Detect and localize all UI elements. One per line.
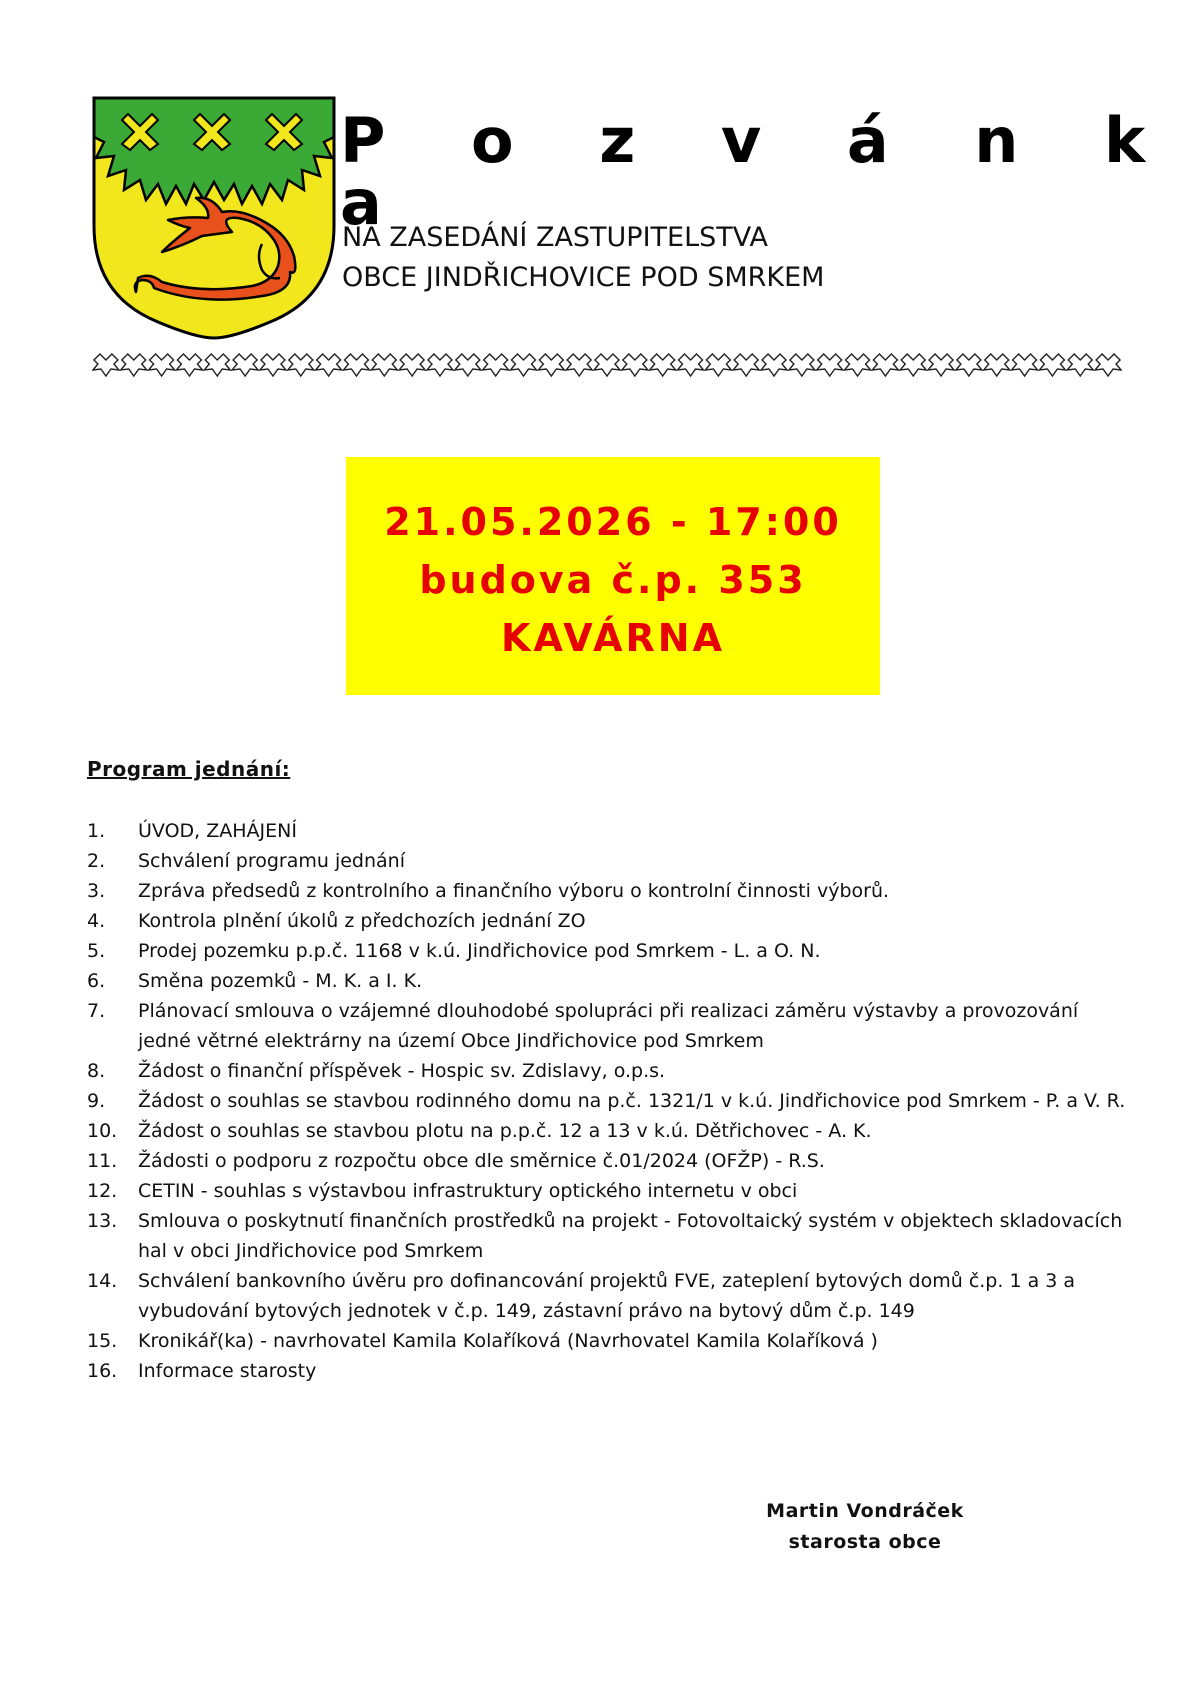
border-ornament-icon — [984, 354, 1010, 376]
list-item-number: 15. — [87, 1330, 118, 1352]
border-ornament-icon — [455, 354, 481, 376]
list-item-text: Prodej pozemku p.p.č. 1168 v k.ú. Jindřichovice pod Smrkem - L. a O. N. — [138, 940, 821, 962]
border-ornament-icon — [232, 354, 258, 376]
list-item — [87, 1266, 1127, 1326]
list-item-number: 4. — [87, 910, 106, 932]
list-item-text: Smlouva o poskytnutí finančních prostředků na projekt - Fotovoltaický systém v objektech skladovacích hal v obci Jindřichovice pod Smrkem — [138, 1210, 1123, 1262]
list-item-number: 2. — [87, 850, 106, 872]
list-item-number: 1. — [87, 820, 106, 842]
list-item — [87, 1176, 1127, 1206]
list-item-number: 16. — [87, 1360, 118, 1382]
list-item-number: 12. — [87, 1180, 118, 1202]
event-venue: KAVÁRNA — [501, 616, 725, 660]
list-item-number: 7. — [87, 1000, 106, 1022]
list-item-text: Směna pozemků - M. K. a I. K. — [138, 970, 423, 992]
list-item-text: Kronikář(ka) - navrhovatel Kamila Kolaříková (Navrhovatel Kamila Kolaříková ) — [138, 1330, 878, 1352]
subtitle-line-2: OBCE JINDŘICHOVICE POD SMRKEM — [342, 262, 825, 293]
list-item — [87, 936, 1127, 966]
list-item — [87, 906, 1127, 936]
list-item — [87, 966, 1127, 996]
border-ornament-icon — [316, 354, 342, 376]
list-item-number: 9. — [87, 1090, 106, 1112]
border-ornament-icon — [538, 354, 564, 376]
list-item-text: Plánovací smlouva o vzájemné dlouhodobé spolupráci při realizaci záměru výstavby a provozování jedné větrné elektrárny na území Obce Jindřichovice pod Smrkem — [138, 1000, 1079, 1052]
program-heading: Program jednání: — [87, 757, 291, 781]
list-item-text: Žádost o finanční příspěvek - Hospic sv. Zdislavy, o.p.s. — [138, 1060, 666, 1082]
signature-block — [700, 1496, 1030, 1558]
list-item-text: Zpráva předsedů z kontrolního a finančního výboru o kontrolní činnosti výborů. — [138, 880, 890, 902]
list-item-number: 11. — [87, 1150, 118, 1172]
border-ornament-icon — [733, 354, 759, 376]
list-item-number: 3. — [87, 880, 106, 902]
subtitle — [342, 218, 824, 298]
border-ornament-icon — [872, 354, 898, 376]
border-ornament-icon — [650, 354, 676, 376]
border-ornament-icon — [483, 354, 509, 376]
border-ornament-icon — [204, 354, 230, 376]
list-item-number: 14. — [87, 1270, 118, 1292]
subtitle-line-1: NA ZASEDÁNÍ ZASTUPITELSTVA — [342, 222, 768, 253]
border-ornament-icon — [900, 354, 926, 376]
border-ornament-icon — [789, 354, 815, 376]
border-ornament-icon — [845, 354, 871, 376]
border-ornament-icon — [343, 354, 369, 376]
border-ornament-icon — [149, 354, 175, 376]
border-ornament-icon — [371, 354, 397, 376]
list-item-text: Kontrola plnění úkolů z předchozích jednání ZO — [138, 910, 586, 932]
agenda-list — [87, 816, 1127, 1386]
border-ornament-icon — [510, 354, 536, 376]
border-ornament-icon — [176, 354, 202, 376]
list-item-text: CETIN - souhlas s výstavbou infrastruktury optického internetu v obci — [138, 1180, 798, 1202]
list-item-number: 6. — [87, 970, 106, 992]
signature-name: Martin Vondráček — [766, 1500, 964, 1522]
list-item — [87, 876, 1127, 906]
event-building: budova č.p. 353 — [419, 558, 807, 602]
border-ornament-icon — [1067, 354, 1093, 376]
list-item-number: 10. — [87, 1120, 118, 1142]
border-ornament-icon — [817, 354, 843, 376]
border-ornament-icon — [761, 354, 787, 376]
border-ornament-icon — [705, 354, 731, 376]
list-item — [87, 816, 1127, 846]
list-item — [87, 1356, 1127, 1386]
border-ornament-icon — [260, 354, 286, 376]
signature-role: starosta obce — [788, 1531, 942, 1553]
border-ornament-icon — [121, 354, 147, 376]
list-item — [87, 846, 1127, 876]
border-ornament-icon — [622, 354, 648, 376]
list-item — [87, 1146, 1127, 1176]
list-item-text: Informace starosty — [138, 1360, 317, 1382]
border-ornament-icon — [594, 354, 620, 376]
list-item-text: Schválení bankovního úvěru pro dofinancování projektů FVE, zateplení bytových domů č.p. 1 a 3 a vybudování bytových jednotek v č.p. 149, zástavní právo na bytový dům č.p. 149 — [138, 1270, 1076, 1322]
border-ornament-icon — [427, 354, 453, 376]
border-ornament-icon — [1039, 354, 1065, 376]
list-item — [87, 1086, 1127, 1116]
border-ornament-icon — [678, 354, 704, 376]
border-ornament-icon — [956, 354, 982, 376]
border-ornament-icon — [928, 354, 954, 376]
list-item — [87, 1056, 1127, 1086]
border-ornament-icon — [1012, 354, 1038, 376]
list-item-text: ÚVOD, ZAHÁJENÍ — [138, 820, 297, 842]
list-item-number: 13. — [87, 1210, 118, 1232]
border-ornament-icon — [93, 354, 119, 376]
decorative-border-icon — [92, 350, 1122, 380]
list-item-text: Žádost o souhlas se stavbou plotu na p.p.č. 12 a 13 v k.ú. Dětřichovec - A. K. — [138, 1120, 872, 1142]
list-item-number: 8. — [87, 1060, 106, 1082]
border-ornament-icon — [1095, 354, 1121, 376]
event-info-box — [346, 457, 880, 695]
page-title: P o z v á n k a — [340, 104, 1178, 239]
list-item — [87, 1326, 1127, 1356]
list-item — [87, 1116, 1127, 1146]
border-ornament-icon — [288, 354, 314, 376]
list-item-text: Žádosti o podporu z rozpočtu obce dle směrnice č.01/2024 (OFŽP) - R.S. — [138, 1150, 825, 1172]
list-item — [87, 1206, 1127, 1266]
list-item-number: 5. — [87, 940, 106, 962]
list-item-text: Schválení programu jednání — [138, 850, 405, 872]
coat-of-arms-icon — [92, 96, 336, 340]
border-ornament-icon — [566, 354, 592, 376]
list-item-text: Žádost o souhlas se stavbou rodinného domu na p.č. 1321/1 v k.ú. Jindřichovice pod Smrkem - P. a V. R. — [138, 1090, 1126, 1112]
event-datetime: 21.05.2026 - 17:00 — [384, 500, 842, 544]
list-item — [87, 996, 1127, 1056]
border-ornament-icon — [399, 354, 425, 376]
